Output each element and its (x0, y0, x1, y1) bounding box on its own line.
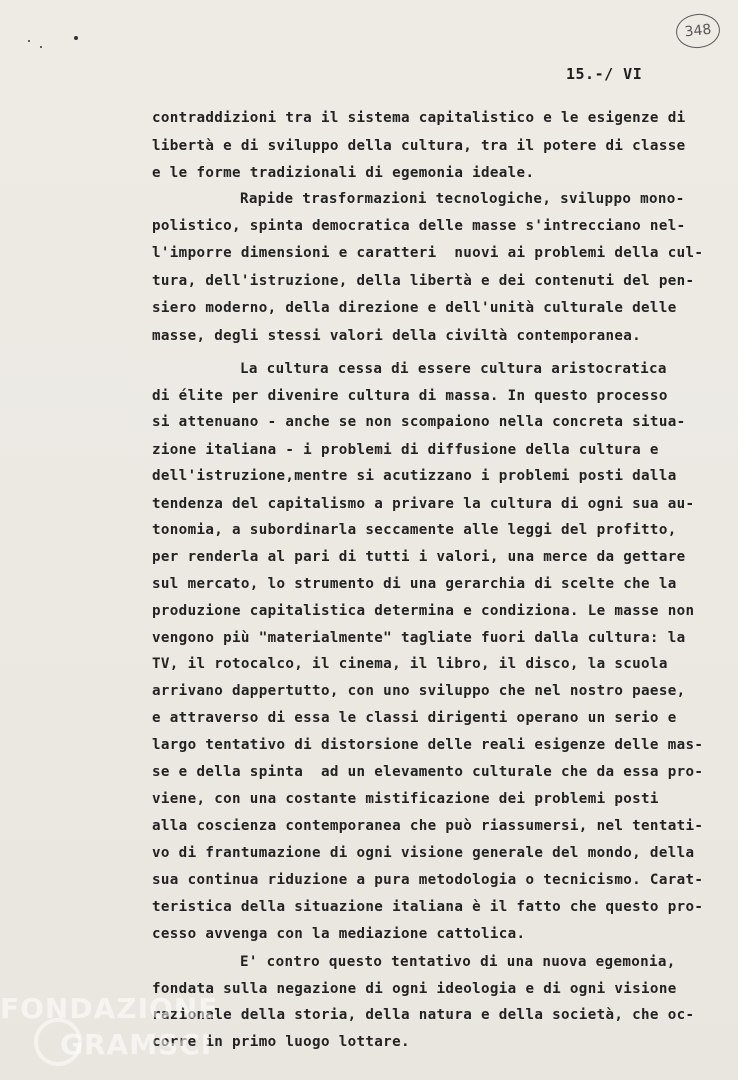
text-line: razionale della storia, della natura e della società, che oc- (152, 1007, 695, 1023)
text-line: dell'istruzione,mentre si acutizzano i problemi posti dalla (152, 468, 677, 484)
text-line: siero moderno, della direzione e dell'unità culturale delle (152, 300, 677, 316)
text-line: vengono più "materialmente" tagliate fuori dalla cultura: la (152, 630, 686, 646)
text-line: La cultura cessa di essere cultura aristocratica (240, 361, 667, 377)
text-line: contraddizioni tra il sistema capitalistico e le esigenze di (152, 110, 686, 126)
text-line: libertà e di sviluppo della cultura, tra il potere di classe (152, 138, 686, 154)
text-line: per renderla al pari di tutti i valori, una merce da gettare (152, 549, 686, 565)
text-line: sua continua riduzione a pura metodologia o tecnicismo. Carat- (152, 872, 704, 888)
text-line: arrivano dappertutto, con uno sviluppo che nel nostro paese, (152, 683, 686, 699)
text-line: polistico, spinta democratica delle masse s'intrecciano nel- (152, 218, 686, 234)
ink-speck (28, 40, 30, 42)
text-line: teristica della situazione italiana è il fatto che questo pro- (152, 899, 704, 915)
text-line: l'imporre dimensioni e caratteri nuovi ai problemi della cul- (152, 245, 704, 261)
text-line: si attenuano - anche se non scompaiono nella concreta situa- (152, 414, 686, 430)
watermark-text: GRAMSCI (60, 1028, 213, 1061)
ink-speck (74, 36, 78, 40)
text-line: zione italiana - i problemi di diffusione della cultura e (152, 442, 659, 458)
text-line: E' contro questo tentativo di una nuova egemonia, (240, 954, 676, 970)
text-line: alla coscienza contemporanea che può riassumersi, nel tentati- (152, 818, 704, 834)
text-line: produzione capitalistica determina e condiziona. Le masse non (152, 603, 695, 619)
text-line: viene, con una costante mistificazione dei problemi posti (152, 791, 659, 807)
text-line: masse, degli stessi valori della civiltà contemporanea. (152, 328, 642, 344)
watermark-text: FONDAZIONE (0, 992, 219, 1025)
text-line: cesso avvenga con la mediazione cattolica. (152, 926, 526, 942)
text-line: se e della spinta ad un elevamento culturale che da essa pro- (152, 764, 704, 780)
archive-number-stamp: 348 (674, 12, 721, 50)
text-line: Rapide trasformazioni tecnologiche, sviluppo mono- (240, 191, 685, 207)
text-line: e le forme tradizionali di egemonia ideale. (152, 165, 535, 181)
text-line: vo di frantumazione di ogni visione generale del mondo, della (152, 845, 695, 861)
text-line: tonomia, a subordinarla seccamente alle leggi del profitto, (152, 522, 677, 538)
text-line: di élite per divenire cultura di massa. In questo processo (152, 388, 668, 404)
text-line: largo tentativo di distorsione delle reali esigenze delle mas- (152, 737, 704, 753)
text-line: sul mercato, lo strumento di una gerarchia di scelte che la (152, 576, 677, 592)
ink-speck (40, 46, 42, 48)
text-line: e attraverso di essa le classi dirigenti operano un serio e (152, 710, 677, 726)
text-line: fondata sulla negazione di ogni ideologia e di ogni visione (152, 981, 677, 997)
text-line: tendenza del capitalismo a privare la cultura di ogni sua au- (152, 496, 695, 512)
page-reference: 15.-/ VI (566, 65, 643, 83)
text-line: corre in primo luogo lottare. (152, 1034, 410, 1050)
text-line: TV, il rotocalco, il cinema, il libro, il disco, la scuola (152, 656, 668, 672)
text-line: tura, dell'istruzione, della libertà e dei contenuti del pen- (152, 273, 695, 289)
